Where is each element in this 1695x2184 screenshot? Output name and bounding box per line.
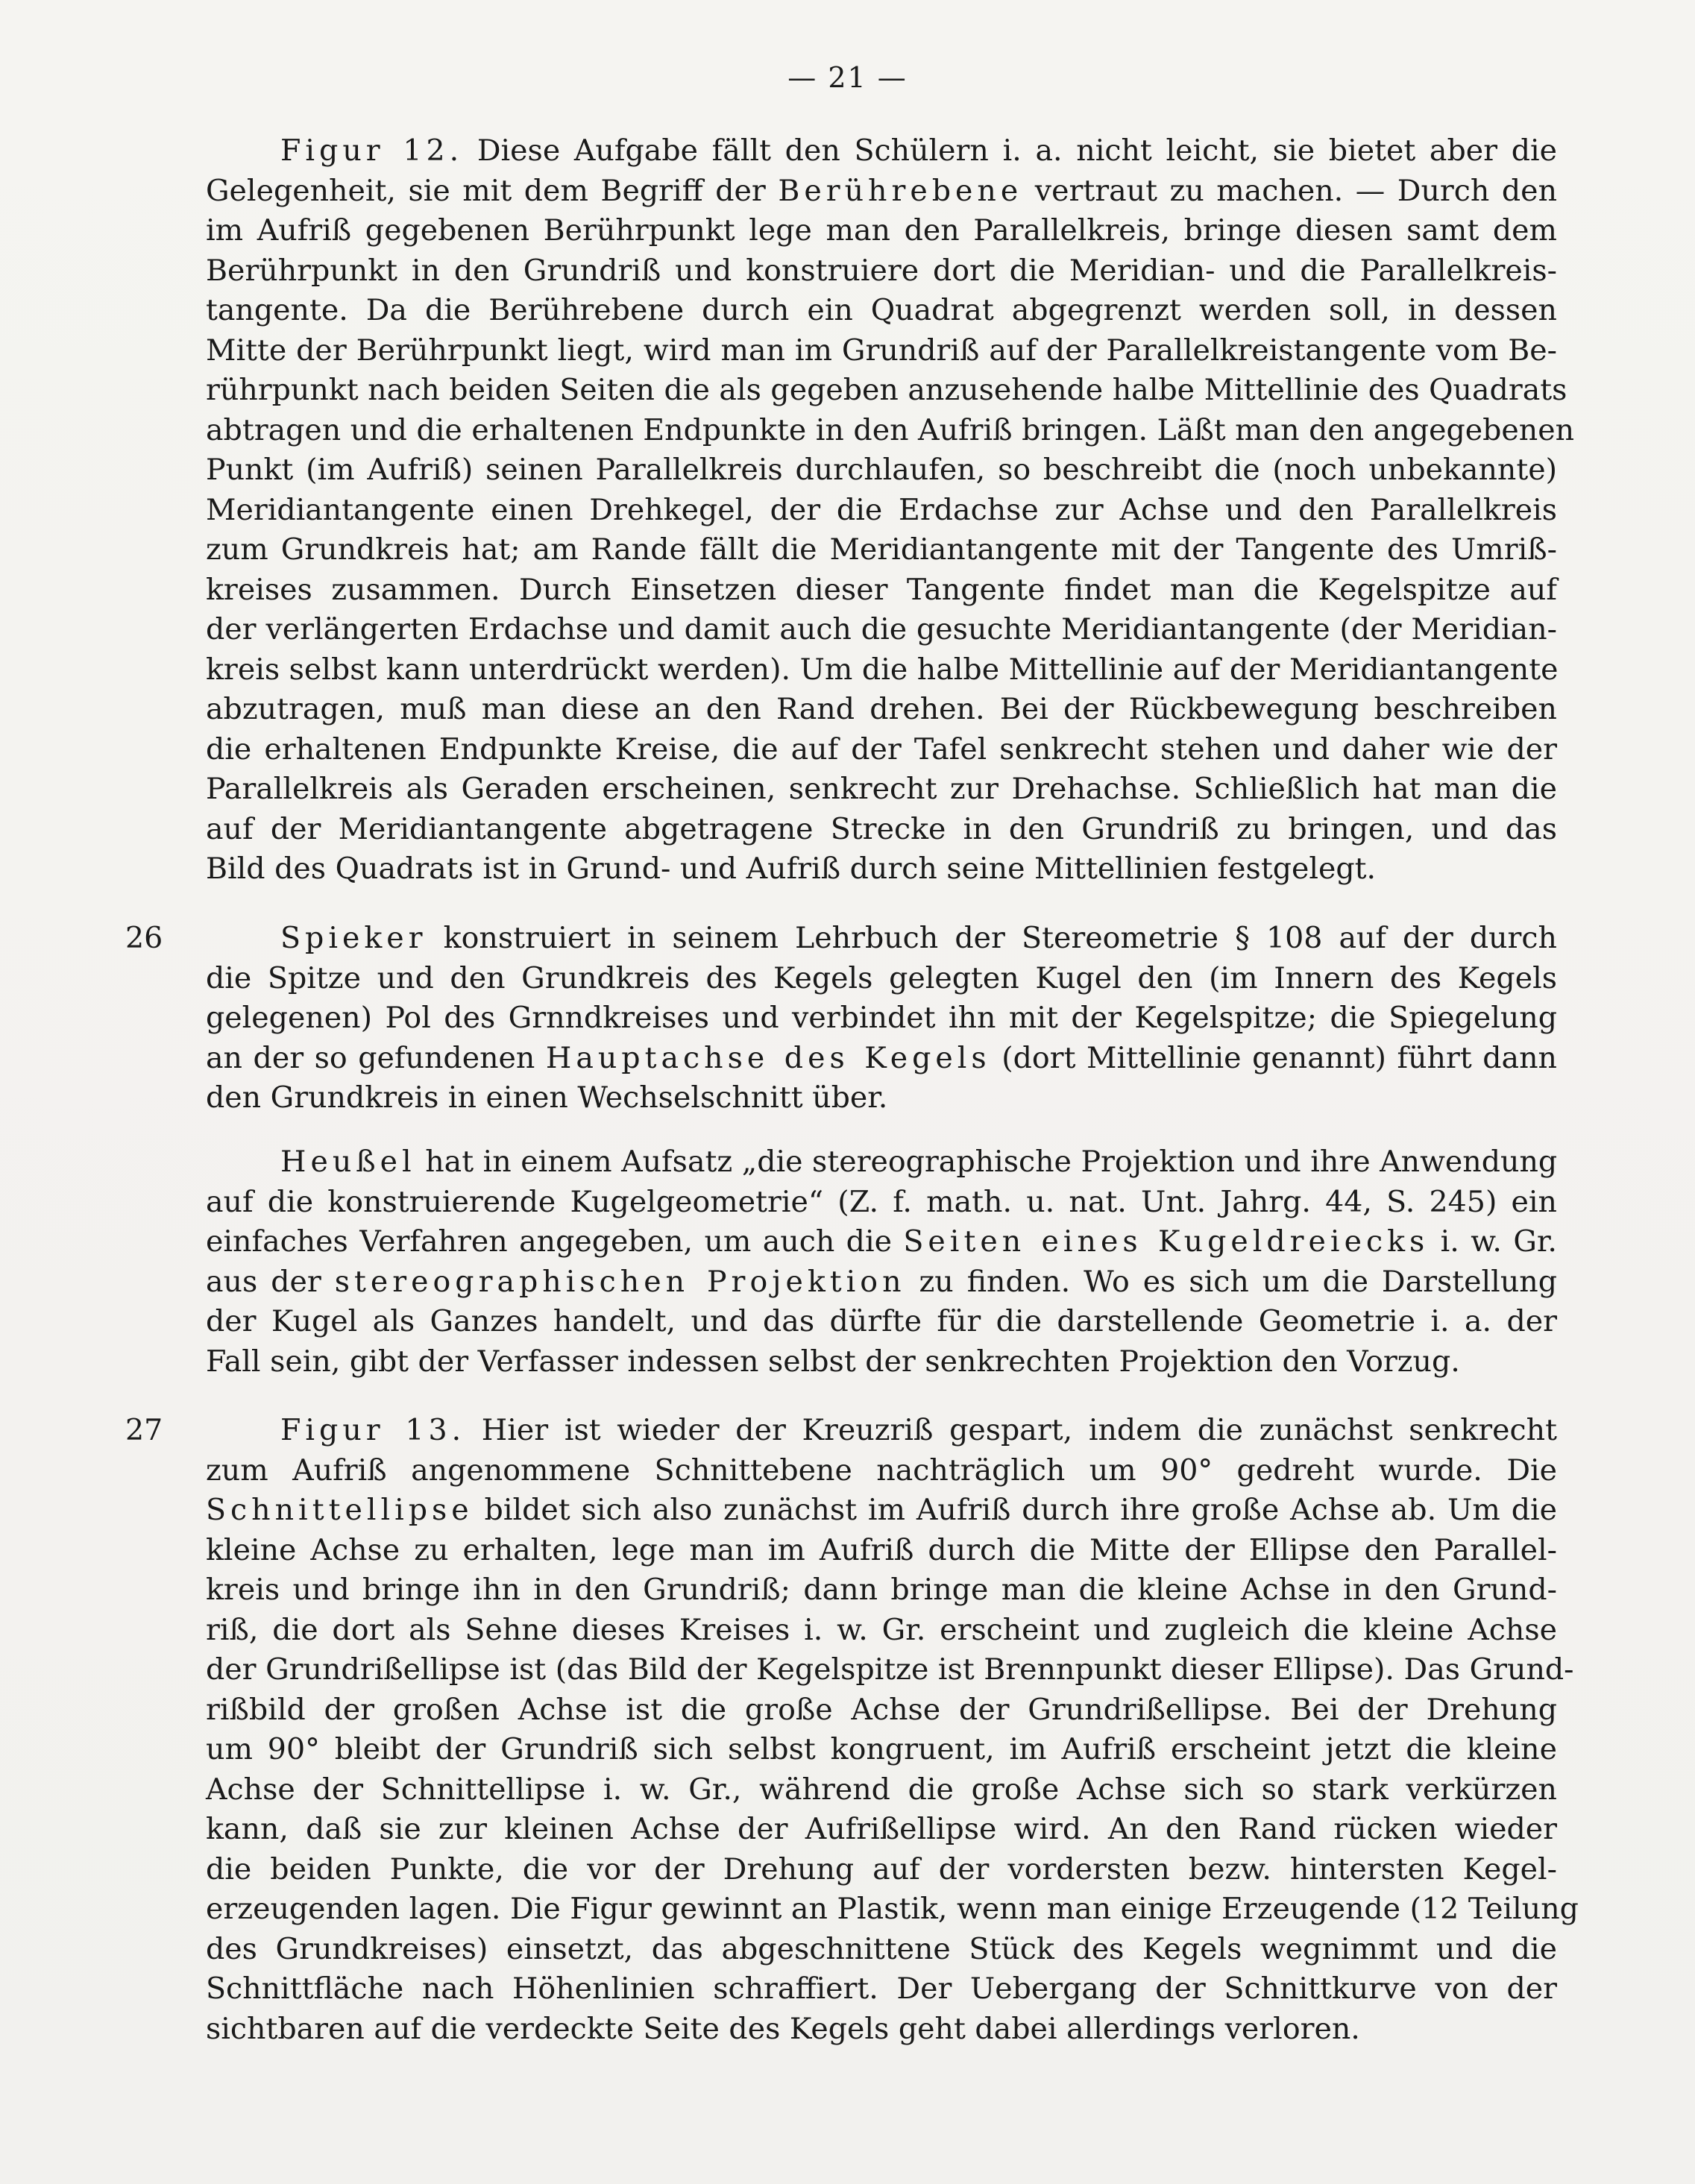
text-line: kreis selbst kann unterdrückt werden). Um die halbe Mittellinie auf der Meridiantangente <box>206 652 1559 687</box>
text-line: die Spitze und den Grundkreis des Kegels gelegten Kugel den (im Innern des Kegels <box>206 960 1557 995</box>
emphasized-term: Schnittellipse <box>206 1493 474 1527</box>
page-number: — 21 — <box>787 61 908 94</box>
text-line: die erhaltenen Endpunkte Kreise, die auf der Tafel senkrecht stehen und daher wie der <box>206 731 1557 767</box>
text-line: auf der Meridiantangente abgetragene Strecke in den Grundriß zu bringen, und das <box>206 811 1557 846</box>
text-line: Figur 13. Hier ist wieder der Kreuzriß gespart, indem die zunächst senkrecht <box>280 1413 1557 1447</box>
text-line: Schnittellipse bildet sich also zunächst im Aufriß durch ihre große Achse ab. Um die <box>206 1493 1557 1527</box>
text-line: um 90° bleibt der Grundriß sich selbst kongruent, im Aufriß erscheint jetzt die kleine <box>206 1732 1557 1766</box>
text-line: kreis und bringe ihn in den Grundriß; dann bringe man die kleine Achse in den Grund- <box>206 1573 1557 1607</box>
text-line: Gelegenheit, sie mit dem Begriff der Berührebene vertraut zu machen. — Durch den <box>206 173 1558 208</box>
text-line: den Grundkreis in einen Wechselschnitt über. <box>206 1080 888 1115</box>
text-line: Spieker konstruiert in seinem Lehrbuch der Stereometrie § 108 auf der durch <box>280 921 1557 955</box>
author-name: Heußel <box>280 1145 416 1179</box>
text-line: Figur 12. Diese Aufgabe fällt den Schülern i. a. nicht leicht, sie bietet aber die <box>280 133 1557 168</box>
margin-number-26: 26 <box>125 921 163 955</box>
text-line: abtragen und die erhaltenen Endpunkte in den Aufriß bringen. Läßt man den angegebenen <box>206 412 1575 447</box>
text-line: im Aufriß gegebenen Berührpunkt lege man den Parallelkreis, bringe diesen samt dem <box>206 213 1557 248</box>
text-line: auf die konstruierende Kugelgeometrie“ (Z. f. math. u. nat. Unt. Jahrg. 44, S. 245) ein <box>206 1184 1557 1219</box>
text-line: tangente. Da die Berührebene durch ein Quadrat abgegrenzt werden soll, in dessen <box>206 293 1557 327</box>
emphasized-term: stereographischen Projektion <box>334 1264 906 1299</box>
text-line: Bild des Quadrats ist in Grund- und Aufriß durch seine Mittellinien festgelegt. <box>206 852 1377 886</box>
emphasized-term: Hauptachse des Kegels <box>545 1040 991 1075</box>
text-line: Heußel hat in einem Aufsatz „die stereographische Projektion und ihre Anwendung <box>280 1145 1558 1179</box>
emphasized-term: Seiten eines Kugeldreiecks <box>903 1224 1430 1259</box>
text-line: kreises zusammen. Durch Einsetzen dieser Tangente findet man die Kegelspitze auf <box>206 572 1557 607</box>
figure-label: Figur 13. <box>280 1413 466 1447</box>
text-line: einfaches Verfahren angegeben, um auch die Seiten eines Kugeldreiecks i. w. Gr. <box>206 1224 1557 1259</box>
paragraph-figur-12 <box>206 131 1575 890</box>
figure-label: Figur 12. <box>280 133 464 168</box>
author-name: Spieker <box>280 921 427 955</box>
text-line: Schnittfläche nach Höhenlinien schraffiert. Der Uebergang der Schnittkurve von der <box>206 1971 1557 2006</box>
paragraph-spieker <box>206 919 1557 1118</box>
paragraph-figur-13 <box>206 1411 1579 2049</box>
text-line: kann, daß sie zur kleinen Achse der Aufrißellipse wird. An den Rand rücken wieder <box>206 1812 1557 1846</box>
text-line: Meridiantangente einen Drehkegel, der die Erdachse zur Achse und den Parallelkreis <box>206 492 1557 527</box>
text-line: rührpunkt nach beiden Seiten die als gegeben anzusehende halbe Mittellinie des Quadrats <box>206 373 1567 407</box>
text-line: Parallelkreis als Geraden erscheinen, senkrecht zur Drehachse. Schließlich hat man die <box>206 772 1557 806</box>
text-line: zum Aufriß angenommene Schnittebene nachträglich um 90° gedreht wurde. Die <box>206 1453 1557 1488</box>
text-line: Berührpunkt in den Grundriß und konstruiere dort die Meridian- und die Parallelkreis- <box>206 253 1557 288</box>
text-line: kleine Achse zu erhalten, lege man im Aufriß durch die Mitte der Ellipse den Parallel- <box>206 1532 1557 1567</box>
text-line: Mitte der Berührpunkt liegt, wird man im Grundriß auf der Parallelkreistangente vom Be- <box>206 333 1557 368</box>
margin-number-27: 27 <box>125 1413 163 1447</box>
text-line: zum Grundkreis hat; am Rande fällt die Meridiantangente mit der Tangente des Umriß- <box>206 532 1557 567</box>
text-line: Achse der Schnittellipse i. w. Gr., während die große Achse sich so stark verkürzen <box>206 1772 1557 1807</box>
emphasized-term: Berührebene <box>778 173 1023 208</box>
text-line: aus der stereographischen Projektion zu finden. Wo es sich um die Darstellung <box>206 1264 1557 1299</box>
text-line: riß, die dort als Sehne dieses Kreises i. w. Gr. erscheint und zugleich die kleine Achse <box>206 1612 1557 1647</box>
text-line: sichtbaren auf die verdeckte Seite des Kegels geht dabei allerdings verloren. <box>206 2011 1360 2046</box>
text-line: Punkt (im Aufriß) seinen Parallelkreis durchlaufen, so beschreibt die (noch unbekannte) <box>206 453 1557 487</box>
text-line: des Grundkreises) einsetzt, das abgeschnittene Stück des Kegels wegnimmt und die <box>206 1931 1557 1966</box>
text-line: rißbild der großen Achse ist die große Achse der Grundrißellipse. Bei der Drehung <box>206 1692 1557 1727</box>
text-line: Fall sein, gibt der Verfasser indessen selbst der senkrechten Projektion den Vorzug. <box>206 1344 1460 1379</box>
text-line: die beiden Punkte, die vor der Drehung auf der vordersten bezw. hintersten Kegel- <box>206 1851 1557 1886</box>
text-line: erzeugenden lagen. Die Figur gewinnt an Plastik, wenn man einige Erzeugende (12 Teilung <box>206 1892 1579 1926</box>
text-line: der Kugel als Ganzes handelt, und das dürfte für die darstellende Geometrie i. a. der <box>206 1304 1557 1338</box>
text-line: abzutragen, muß man diese an den Rand drehen. Bei der Rückbewegung beschreiben <box>206 692 1557 726</box>
text-line: gelegenen) Pol des Grnndkreises und verbindet ihn mit der Kegelspitze; die Spiegelung <box>206 1001 1557 1035</box>
text-line: der Grundrißellipse ist (das Bild der Kegelspitze ist Brennpunkt dieser Ellipse). Das Grund- <box>206 1652 1574 1687</box>
paragraph-heussel <box>206 1142 1557 1382</box>
text-line: an der so gefundenen Hauptachse des Kegels (dort Mittellinie genannt) führt dann <box>206 1040 1557 1075</box>
text-line: der verlängerten Erdachse und damit auch die gesuchte Meridiantangente (der Meridian- <box>206 612 1557 646</box>
